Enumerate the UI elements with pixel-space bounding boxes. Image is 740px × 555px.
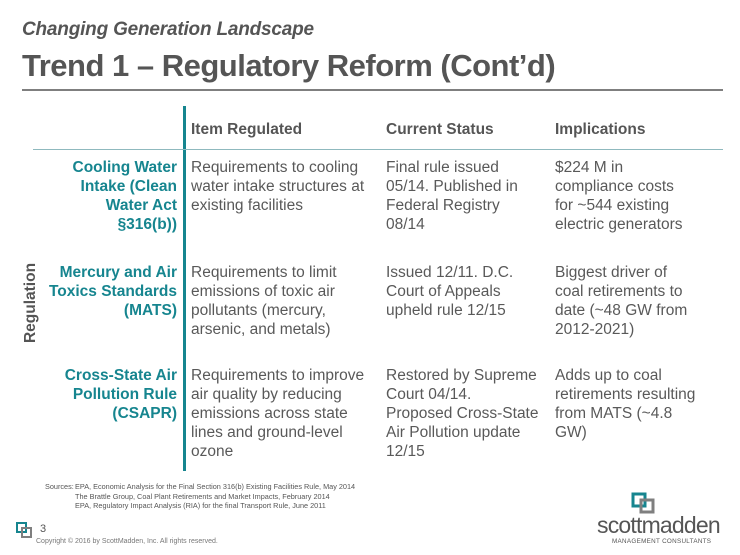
- row-label-line: (CSAPR): [112, 405, 177, 422]
- row-label-csapr: [37, 366, 177, 423]
- column-header-current-status: Current Status: [386, 121, 494, 138]
- cell-line: from MATS (~4.8: [555, 405, 673, 422]
- brand-name: scottmadden: [597, 512, 720, 538]
- cell-line: Federal Registry: [386, 197, 500, 214]
- title-divider: [22, 89, 723, 91]
- row-label-line: (MATS): [123, 302, 177, 319]
- slide-subtitle: Changing Generation Landscape: [22, 19, 314, 40]
- cell-item-regulated: [191, 158, 376, 215]
- cell-line: compliance costs: [555, 178, 674, 195]
- row-label-cooling-water: [37, 158, 177, 234]
- footer-logo-icon: [16, 522, 32, 538]
- cell-line: air quality by reducing: [191, 386, 342, 403]
- cell-implications: [555, 366, 715, 442]
- cell-line: Requirements to cooling: [191, 159, 359, 176]
- cell-line: Requirements to improve: [191, 367, 365, 384]
- cell-line: $224 M in: [555, 159, 624, 176]
- cell-line: ozone: [191, 443, 234, 460]
- row-label-line: Toxics Standards: [48, 283, 177, 300]
- cell-line: lines and ground-level: [191, 424, 343, 441]
- cell-line: 2012-2021): [555, 321, 635, 338]
- cell-line: emissions across state: [191, 405, 348, 422]
- cell-line: 08/14: [386, 216, 425, 233]
- row-group-label: Regulation: [22, 262, 39, 344]
- cell-line: Requirements to limit: [191, 264, 337, 281]
- cell-line: date (~48 GW from: [555, 302, 688, 319]
- cell-implications: [555, 263, 715, 339]
- sources-list: [75, 482, 355, 511]
- column-header-implications: Implications: [555, 121, 646, 138]
- table-vertical-divider: [183, 106, 186, 471]
- cell-line: retirements resulting: [555, 386, 696, 403]
- cell-line: Court 04/14.: [386, 386, 472, 403]
- cell-current-status: [386, 158, 546, 234]
- cell-implications: [555, 158, 715, 234]
- cell-line: 12/15: [386, 443, 425, 460]
- cell-line: 05/14. Published in: [386, 178, 518, 195]
- row-label-line: Cross-State Air: [64, 367, 177, 384]
- cell-line: Adds up to coal: [555, 367, 662, 384]
- cell-line: for ~544 existing: [555, 197, 670, 214]
- source-line: EPA, Regulatory Impact Analysis (RIA) for the final Transport Rule, June 2011: [75, 501, 326, 510]
- cell-current-status: [386, 366, 546, 461]
- row-label-line: Pollution Rule: [72, 386, 177, 403]
- cell-line: coal retirements to: [555, 283, 683, 300]
- cell-line: upheld rule 12/15: [386, 302, 506, 319]
- cell-item-regulated: [191, 263, 376, 339]
- cell-line: Court of Appeals: [386, 283, 501, 300]
- slide-title: Trend 1 – Regulatory Reform (Cont’d): [22, 48, 556, 83]
- brand-tagline: MANAGEMENT CONSULTANTS: [612, 538, 712, 545]
- cell-line: Issued 12/11. D.C.: [386, 264, 514, 281]
- cell-current-status: [386, 263, 546, 320]
- row-label-line: Mercury and Air: [59, 264, 177, 281]
- cell-line: Air Pollution update: [386, 424, 521, 441]
- cell-line: Final rule issued: [386, 159, 499, 176]
- cell-line: Restored by Supreme: [386, 367, 537, 384]
- scottmadden-logo-icon: [631, 492, 657, 514]
- page-number: 3: [40, 523, 47, 535]
- cell-line: GW): [555, 424, 587, 441]
- cell-item-regulated: [191, 366, 376, 461]
- cell-line: arsenic, and metals): [191, 321, 331, 338]
- cell-line: emissions of toxic air: [191, 283, 335, 300]
- cell-line: Biggest driver of: [555, 264, 667, 281]
- column-header-item-regulated: Item Regulated: [191, 121, 303, 138]
- row-label-line: §316(b)): [117, 216, 177, 233]
- source-line: The Brattle Group, Coal Plant Retirements and Market Impacts, February 2014: [75, 491, 330, 501]
- cell-line: electric generators: [555, 216, 683, 233]
- source-line: EPA, Economic Analysis for the Final Section 316(b) Existing Facilities Rule, May 2014: [75, 482, 356, 491]
- row-label-line: Intake (Clean: [80, 178, 177, 195]
- copyright-text: Copyright © 2016 by ScottMadden, Inc. All rights reserved.: [36, 538, 218, 545]
- cell-line: Proposed Cross-State: [386, 405, 539, 422]
- row-label-line: Cooling Water: [72, 159, 177, 176]
- table-header-divider: [33, 149, 723, 150]
- cell-line: pollutants (mercury,: [191, 302, 326, 319]
- cell-line: existing facilities: [191, 197, 303, 214]
- sources-label: Sources:: [45, 482, 74, 491]
- row-label-mats: [37, 263, 177, 320]
- cell-line: water intake structures at: [191, 178, 365, 195]
- row-label-line: Water Act: [105, 197, 177, 214]
